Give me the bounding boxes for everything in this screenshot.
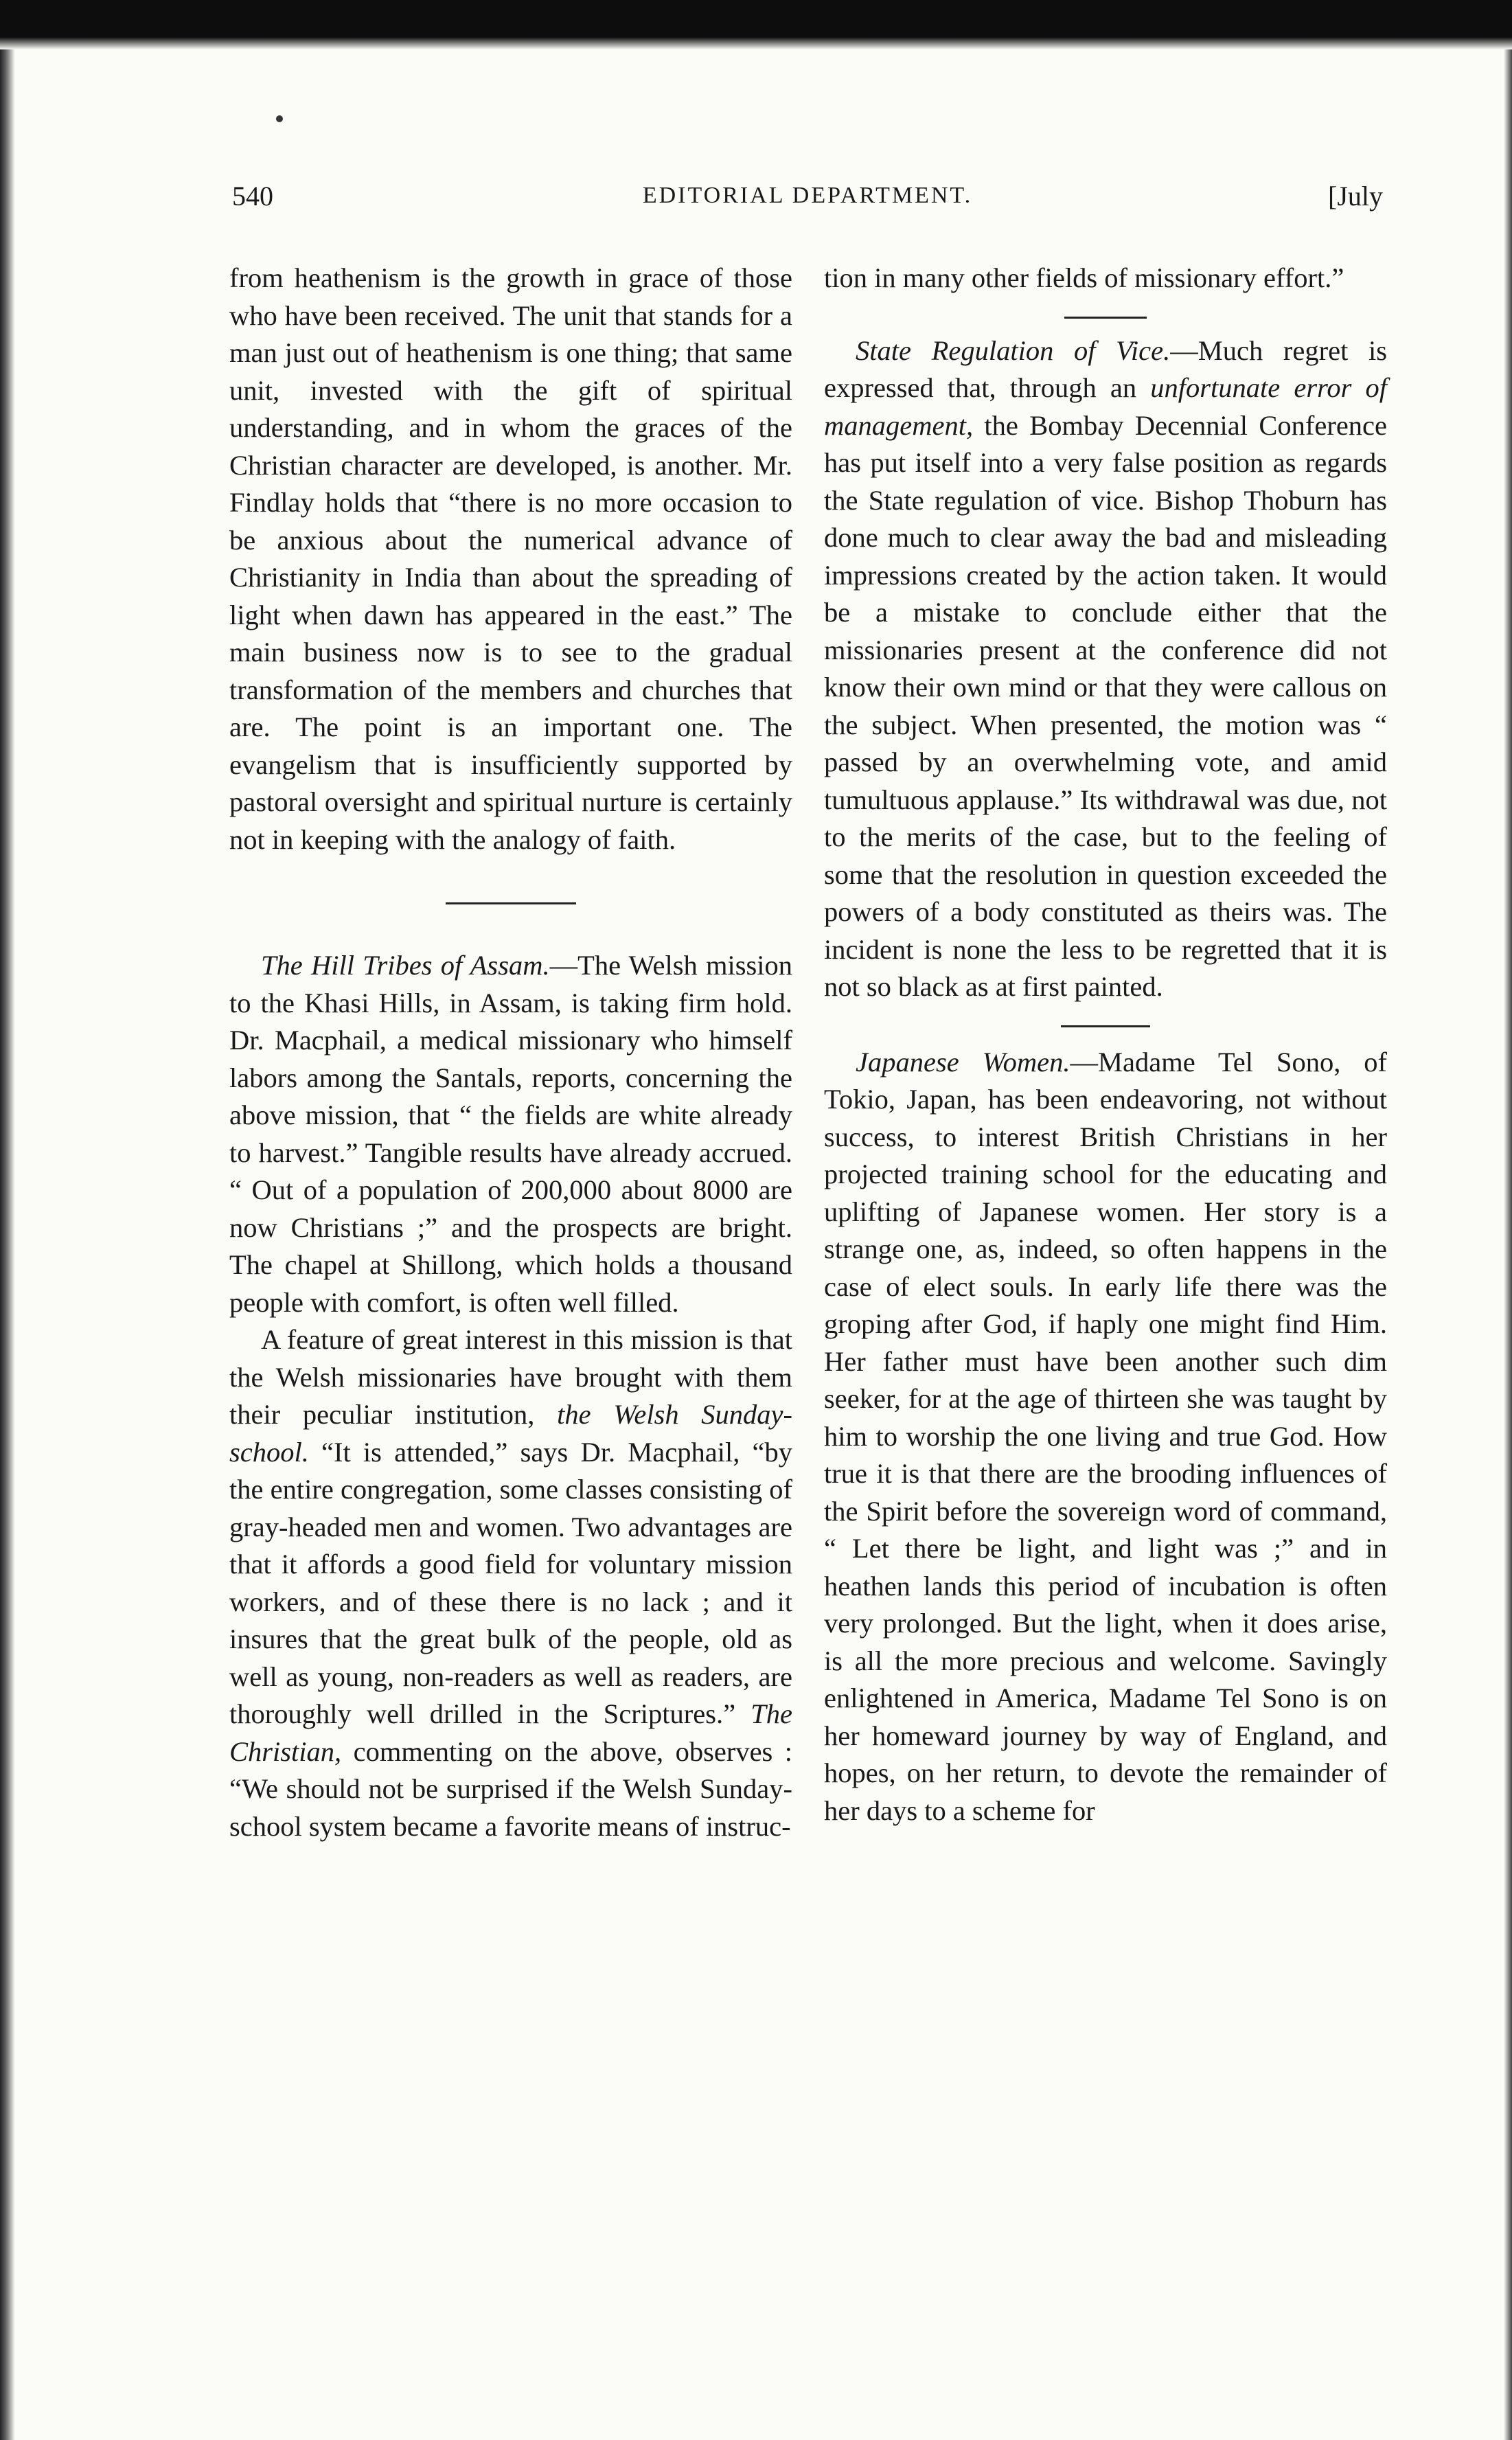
paragraph-continuation: tion in many other fields of missionary effort.”	[824, 262, 1344, 293]
page-header	[232, 180, 1383, 228]
paragraph-findlay: from heathenism is the growth in grace of those who have been received. The unit that stands for a man just out of heathenism is one thing; that same unit, invested with the gift of spiritual understanding, and in whom the graces of the Christian character are developed, is another. Mr. Findlay holds that “there is no more occasion to be anxious about the numerical advance of Christianity in India than about the spreading of light when dawn has appeared in the east.” The main business now is to see to the gradual transformation of the members and churches that are. The point is an important one. The evangelism that is insufficiently supported by pastoral oversight and spiritual nurture is certainly not in keeping with the analogy of faith.	[229, 262, 792, 855]
state-regulation-text-b: the Bombay Decennial Conference has put itself into a very false position as regards the State regulation of vice. Bishop Thoburn has done much to clear away the bad and misleading impressions created by the action taken. It would be a mistake to conclude either that the missionaries present at the conference did not know their own mind or that they were callous on the subject. When presented, the motion was “ passed by an overwhelming vote, and amid tumultuous applause.” Its withdrawal was due, not to the merits of the case, but to the feeling of some that the resolution in question exceeded the powers of a body constituted as theirs was. The incident is none the less to be regretted that it is not so black as at first painted.	[824, 409, 1387, 1002]
running-head: EDITORIAL DEPARTMENT.	[642, 183, 973, 208]
sunday-school-text-c: commenting on the above, observes : “We should not be surprised if the Welsh Sunday-school system became a favorite means of instruc-	[229, 1735, 792, 1842]
ink-speck	[276, 115, 283, 122]
paragraph-state-regulation	[824, 332, 1387, 1006]
sunday-school-text-b: “It is attended,” says Dr. Macphail, “by the entire congregation, some classes consisting of gray-headed men and women. Two advantages are that it affords a good field for voluntary mission workers, and of these there is no lack ; and it insures that the great bulk of the people, old as well as young, non-readers as well as readers, are thoroughly well drilled in the Scriptures.”	[229, 1436, 792, 1729]
right-column	[824, 260, 1387, 1829]
section-title-hill-tribes: The Hill Tribes of Assam.	[261, 950, 550, 981]
scan-right-edge	[1504, 49, 1512, 2440]
scan-left-edge	[0, 49, 15, 2440]
left-column	[229, 260, 792, 1845]
page-number: 540	[232, 181, 273, 212]
paragraph-hill-tribes	[229, 947, 792, 1321]
state-regulation-italic: unfortunate error of management,	[824, 372, 1387, 441]
issue-month: [July	[1328, 181, 1383, 212]
hill-tribes-text: —The Welsh mission to the Khasi Hills, in Assam, is taking firm hold. Dr. Macphail, a medical missionary who himself labors among the Santals, reports, concerning the above mission, that “ the fields are white already to harvest.” Tangible results have already accrued. “ Out of a population of 200,000 about 8000 are now Christians ;” and the prospects are bright. The chapel at Shillong, which holds a thousand people with comfort, is often well filled.	[229, 950, 792, 1318]
scan-top-border	[0, 0, 1512, 49]
paragraph-japanese-women	[824, 1044, 1387, 1830]
state-regulation-text-a: —Much regret is expressed that, through an	[824, 334, 1387, 403]
section-divider	[1064, 317, 1147, 319]
japanese-women-text: —Madame Tel Sono, of Tokio, Japan, has been endeavoring, not without success, to interest British Christians in her projected training school for the educating and uplifting of Japanese women. Her story is a strange one, as, indeed, so often happens in the case of elect souls. In early life there was the groping after God, if haply one might find Him. Her father must have been another such dim seeker, for at the age of thirteen she was taught by him to worship the one living and true God. How true it is that there are the brooding influences of the Spirit before the sovereign word of command, “ Let there be light, and light was ;” and in heathen lands this period of incubation is often very prolonged. But the light, when it does arise, is all the more precious and welcome. Savingly enlightened in America, Madame Tel Sono is on her homeward journey by way of England, and hopes, on her return, to devote the remainder of her days to a scheme for	[824, 1046, 1387, 1826]
section-divider	[446, 902, 576, 904]
sunday-school-text-a: A feature of great interest in this mission is that the Welsh missionaries have brought with them their peculiar institution,	[229, 1324, 792, 1430]
sunday-school-italic: the Welsh Sunday-school.	[229, 1399, 792, 1468]
paragraph-welsh-sunday-school	[229, 1321, 792, 1845]
section-title-state-regulation: State Regulation of Vice.	[856, 334, 1171, 366]
the-christian-italic: The Christian,	[229, 1698, 792, 1767]
section-title-japanese-women: Japanese Women.	[856, 1046, 1070, 1078]
section-divider	[1061, 1025, 1150, 1027]
